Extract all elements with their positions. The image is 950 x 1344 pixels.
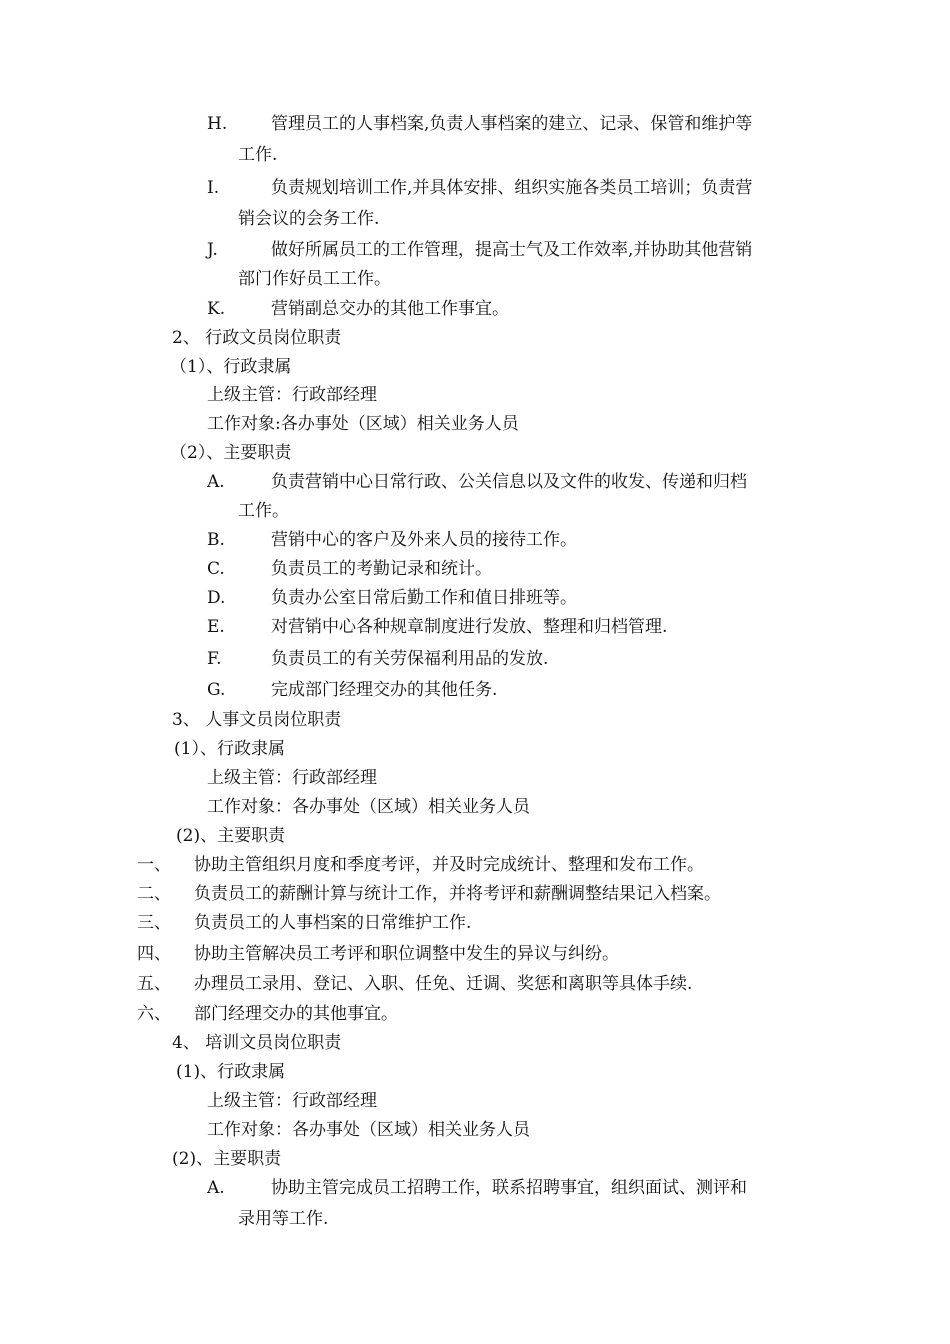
list-item-text: 协助主管组织月度和季度考评，并及时完成统计、整理和发布工作。: [194, 855, 704, 875]
subsection-heading: （2）、主要职责: [170, 443, 292, 463]
work-target-line: 工作对象:各办事处（区域）相关业务人员: [207, 414, 519, 434]
list-item-a-continuation: 录用等工作.: [238, 1209, 329, 1229]
list-marker: E.: [207, 617, 225, 637]
list-item-text: 负责规划培训工作,并具体安排、组织实施各类员工培训；负责营: [271, 178, 753, 198]
list-marker: I.: [207, 178, 220, 198]
list-item-j-continuation: 部门作好员工工作。: [238, 269, 391, 289]
supervisor-line: 上级主管：行政部经理: [207, 1091, 377, 1111]
subsection-heading: (1)、行政隶属: [176, 1062, 286, 1082]
list-item-h-continuation: 工作.: [238, 145, 278, 165]
list-marker: B.: [207, 530, 225, 550]
list-item-text: 做好所属员工的工作管理，提高士气及工作效率,并协助其他营销: [271, 240, 753, 260]
section-heading: 3、 人事文员岗位职责: [172, 710, 342, 730]
list-marker: K.: [207, 299, 226, 319]
list-marker: D.: [207, 588, 226, 608]
list-marker: 四、: [137, 944, 171, 964]
list-item-text: 营销中心的客户及外来人员的接待工作。: [271, 530, 577, 550]
list-item-text: 协助主管完成员工招聘工作，联系招聘事宜，组织面试、测评和: [271, 1178, 747, 1198]
list-marker: 六、: [137, 1004, 171, 1024]
list-marker: F.: [207, 649, 222, 669]
list-item-a-continuation: 工作。: [238, 501, 289, 521]
list-marker: H.: [207, 114, 228, 134]
supervisor-line: 上级主管：行政部经理: [207, 768, 377, 788]
subsection-heading: (2)、主要职责: [176, 826, 286, 846]
list-marker: 三、: [137, 913, 171, 933]
supervisor-line: 上级主管：行政部经理: [207, 385, 377, 405]
list-marker: G.: [207, 680, 226, 700]
list-item-text: 负责员工的考勤记录和统计。: [271, 559, 492, 579]
list-item-text: 部门经理交办的其他事宜。: [194, 1004, 398, 1024]
list-item-text: 管理员工的人事档案,负责人事档案的建立、记录、保管和维护等: [271, 114, 753, 134]
list-item-text: 营销副总交办的其他工作事宜。: [271, 299, 509, 319]
list-marker: 五、: [137, 974, 171, 994]
section-heading: 4、 培训文员岗位职责: [172, 1033, 342, 1053]
list-item-text: 负责营销中心日常行政、公关信息以及文件的收发、传递和归档: [271, 472, 747, 492]
list-marker: 一、: [137, 855, 171, 875]
list-item-text: 对营销中心各种规章制度进行发放、整理和归档管理.: [271, 617, 668, 637]
list-item-text: 负责员工的薪酬计算与统计工作，并将考评和薪酬调整结果记入档案。: [194, 884, 721, 904]
list-marker: A.: [207, 472, 225, 492]
list-item-text: 负责员工的人事档案的日常维护工作.: [194, 913, 472, 933]
subsection-heading: (1）、行政隶属: [174, 739, 285, 759]
list-marker: A.: [207, 1178, 225, 1198]
list-item-text: 办理员工录用、登记、入职、任免、迁调、奖惩和离职等具体手续.: [194, 974, 693, 994]
work-target-line: 工作对象：各办事处（区域）相关业务人员: [207, 1120, 530, 1140]
list-item-text: 负责员工的有关劳保福利用品的发放.: [271, 649, 549, 669]
subsection-heading: （1）、行政隶属: [170, 357, 292, 377]
list-item-text: 负责办公室日常后勤工作和值日排班等。: [271, 588, 577, 608]
list-item-text: 协助主管解决员工考评和职位调整中发生的异议与纠纷。: [194, 944, 619, 964]
subsection-heading: (2)、主要职责: [172, 1149, 282, 1169]
list-marker: J.: [207, 240, 218, 260]
list-item-i-continuation: 销会议的会务工作.: [238, 209, 380, 229]
list-item-text: 完成部门经理交办的其他任务.: [271, 680, 498, 700]
list-marker: C.: [207, 559, 225, 579]
list-marker: 二、: [137, 884, 171, 904]
section-heading: 2、 行政文员岗位职责: [172, 328, 342, 348]
work-target-line: 工作对象：各办事处（区域）相关业务人员: [207, 797, 530, 817]
